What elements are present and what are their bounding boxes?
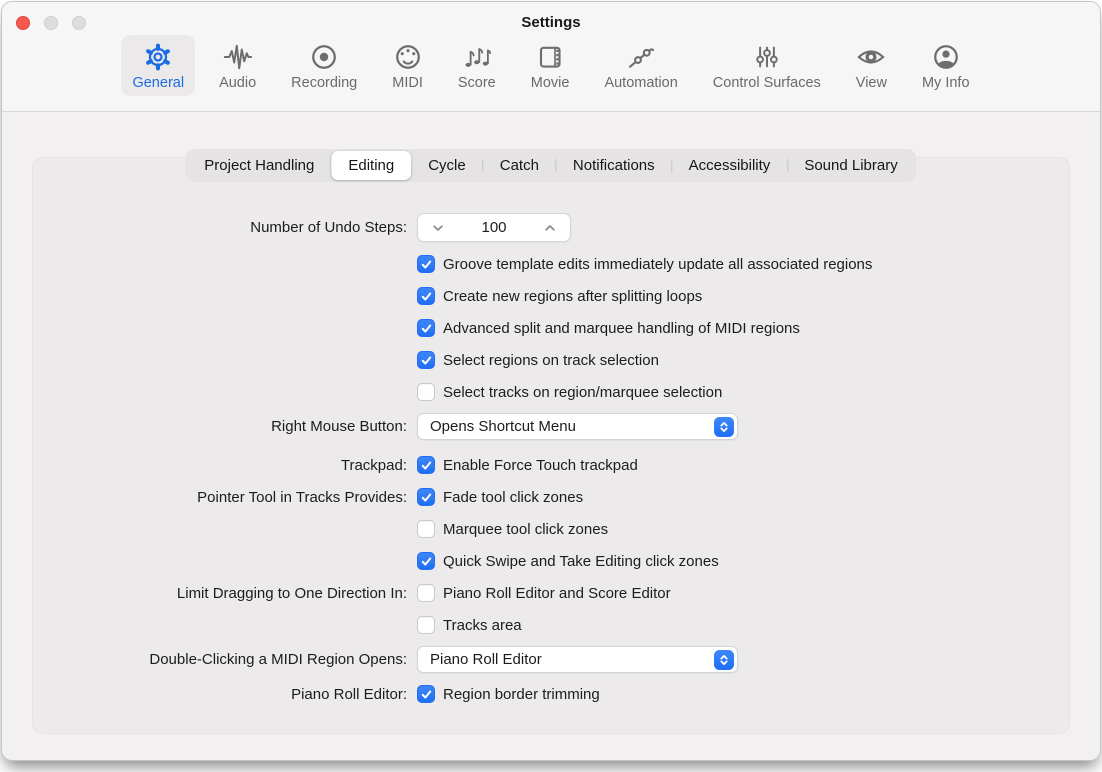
close-button[interactable]: [16, 16, 30, 30]
traffic-lights: [16, 16, 86, 30]
minimize-button[interactable]: [44, 16, 58, 30]
toolbar-item-audio[interactable]: [208, 35, 267, 96]
undo-steps-stepper[interactable]: [417, 213, 571, 242]
toolbar-item-label: My Info: [921, 75, 970, 91]
toolbar-item-control-surfaces[interactable]: [702, 35, 832, 96]
chevron-up-icon: [543, 221, 557, 235]
toolbar-item-label: Automation: [604, 75, 678, 91]
record-dot-icon: [309, 41, 339, 73]
piano-roll-editor-label: Piano Roll Editor:: [291, 685, 407, 703]
row-advanced-split: [33, 317, 1069, 339]
checkmark-icon: [420, 459, 433, 472]
toolbar-item-label: Score: [457, 75, 496, 91]
select-regions-checkbox[interactable]: [417, 351, 435, 369]
titlebar-toolbar: [2, 2, 1100, 112]
midi-region-opens-select[interactable]: [417, 646, 738, 673]
settings-window: [1, 1, 1101, 761]
row-right-mouse-button: [33, 413, 1069, 440]
double-clicking-label: Double-Clicking a MIDI Region Opens:: [149, 651, 407, 668]
checkbox-label: Select regions on track selection: [443, 351, 659, 369]
row-groove-template: [33, 253, 1069, 275]
region-border-trimming-checkbox[interactable]: [417, 685, 435, 703]
toolbar-item-automation[interactable]: [593, 35, 688, 96]
row-fade-tool: [33, 486, 1069, 508]
row-trackpad: [33, 454, 1069, 476]
toolbar-item-view[interactable]: [845, 35, 898, 96]
checkbox-label: Piano Roll Editor and Score Editor: [443, 584, 671, 602]
trackpad-label: Trackpad:: [340, 456, 407, 474]
toolbar-item-label: Control Surfaces: [712, 75, 821, 91]
row-limit-dragging-tracks: [33, 614, 1069, 636]
row-limit-dragging-editors: [33, 582, 1069, 604]
checkmark-icon: [420, 491, 433, 504]
person-circle-icon: [931, 41, 961, 73]
force-touch-checkbox[interactable]: [417, 456, 435, 474]
row-number-of-undo-steps: [33, 213, 1069, 242]
toolbar-item-my-info[interactable]: [911, 35, 981, 96]
checkmark-icon: [420, 688, 433, 701]
checkmark-icon: [420, 555, 433, 568]
row-piano-roll-editor: [33, 683, 1069, 705]
tracks-area-checkbox[interactable]: [417, 616, 435, 634]
midi-connector-icon: [393, 41, 423, 73]
zoom-button[interactable]: [72, 16, 86, 30]
stepper-decrement-button[interactable]: [418, 221, 458, 235]
checkmark-icon: [420, 322, 433, 335]
groove-template-checkbox[interactable]: [417, 255, 435, 273]
checkbox-label: Groove template edits immediately update all associated regions: [443, 255, 873, 273]
checkbox-label: Enable Force Touch trackpad: [443, 456, 638, 474]
checkbox-label: Region border trimming: [443, 685, 600, 703]
tab-notifications[interactable]: Notifications: [556, 151, 672, 180]
music-notes-icon: [462, 41, 492, 73]
undo-steps-label: Number of Undo Steps:: [250, 219, 407, 236]
popup-chevrons-icon: [714, 650, 734, 670]
toolbar-item-score[interactable]: [447, 35, 507, 96]
checkbox-label: Tracks area: [443, 616, 522, 634]
pointer-tool-label: Pointer Tool in Tracks Provides:: [197, 488, 407, 506]
marquee-tool-checkbox[interactable]: [417, 520, 435, 538]
limit-dragging-label: Limit Dragging to One Direction In:: [176, 584, 407, 602]
film-frame-icon: [535, 41, 565, 73]
toolbar-item-recording[interactable]: [280, 35, 368, 96]
window-title: Settings: [521, 14, 581, 31]
checkbox-label: Quick Swipe and Take Editing click zones: [443, 552, 719, 570]
checkmark-icon: [420, 290, 433, 303]
toolbar-item-label: Audio: [219, 75, 257, 91]
checkbox-label: Fade tool click zones: [443, 488, 584, 506]
editing-settings-panel: [32, 157, 1070, 734]
row-select-regions: [33, 349, 1069, 371]
settings-toolbar: [2, 35, 1100, 96]
toolbar-item-label: Movie: [530, 75, 570, 91]
settings-tab-bar: [185, 149, 916, 182]
create-new-regions-checkbox[interactable]: [417, 287, 435, 305]
checkbox-label: Create new regions after splitting loops: [443, 287, 703, 305]
automation-nodes-icon: [626, 41, 656, 73]
eye-icon: [856, 41, 886, 73]
toolbar-item-label: General: [132, 75, 185, 91]
faders-icon: [752, 41, 782, 73]
select-value: Opens Shortcut Menu: [430, 418, 576, 435]
select-tracks-checkbox[interactable]: [417, 383, 435, 401]
toolbar-item-general[interactable]: [121, 35, 195, 96]
checkmark-icon: [420, 258, 433, 271]
checkbox-label: Advanced split and marquee handling of MIDI regions: [443, 319, 800, 337]
row-select-tracks: [33, 381, 1069, 403]
row-double-clicking-midi-region: [33, 646, 1069, 673]
tab-sound-library[interactable]: Sound Library: [787, 151, 914, 180]
right-mouse-button-label: Right Mouse Button:: [271, 418, 407, 435]
select-value: Piano Roll Editor: [430, 651, 542, 668]
tab-accessibility[interactable]: Accessibility: [672, 151, 788, 180]
toolbar-item-label: MIDI: [392, 75, 423, 91]
row-marquee-tool: [33, 518, 1069, 540]
toolbar-item-label: Recording: [291, 75, 358, 91]
tab-catch[interactable]: Catch: [483, 151, 556, 180]
checkbox-label: Select tracks on region/marquee selection: [443, 383, 723, 401]
row-quick-swipe: [33, 550, 1069, 572]
gear-icon: [143, 41, 173, 73]
popup-chevrons-icon: [714, 417, 734, 437]
tab-project-handling[interactable]: Project Handling: [204, 157, 315, 174]
stepper-value: 100: [481, 219, 507, 236]
stepper-increment-button[interactable]: [530, 221, 570, 235]
tab-cycle[interactable]: Cycle: [428, 157, 466, 174]
right-mouse-button-select[interactable]: [417, 413, 738, 440]
toolbar-item-label: View: [855, 75, 887, 91]
waveform-icon: [223, 41, 253, 73]
checkbox-label: Marquee tool click zones: [443, 520, 609, 538]
piano-roll-score-checkbox[interactable]: [417, 584, 435, 602]
quick-swipe-checkbox[interactable]: [417, 552, 435, 570]
row-create-new-regions: [33, 285, 1069, 307]
checkmark-icon: [420, 354, 433, 367]
editing-settings-form: [33, 158, 1069, 705]
advanced-split-checkbox[interactable]: [417, 319, 435, 337]
fade-tool-checkbox[interactable]: [417, 488, 435, 506]
toolbar-item-movie[interactable]: [520, 35, 581, 96]
tab-editing[interactable]: Editing: [331, 151, 411, 180]
chevron-down-icon: [431, 221, 445, 235]
toolbar-item-midi[interactable]: [381, 35, 434, 96]
